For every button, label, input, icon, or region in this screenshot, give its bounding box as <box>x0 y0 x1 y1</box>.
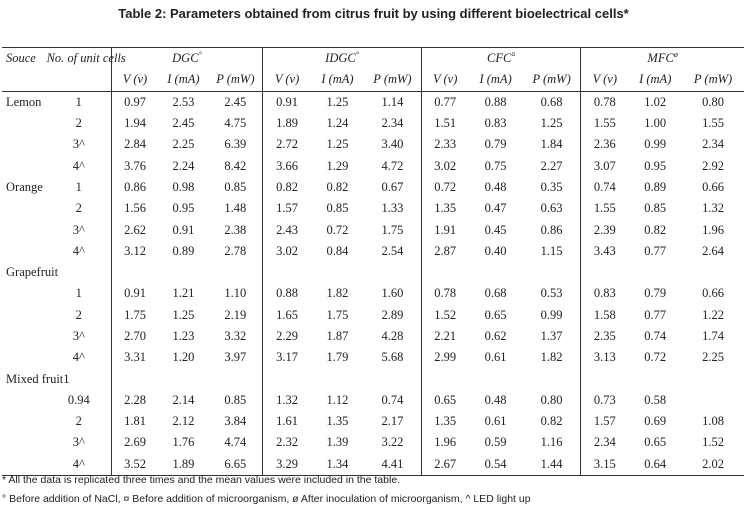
cell-value: 2.34 <box>581 432 629 453</box>
cell-value: 3.15 <box>581 454 629 476</box>
table-row <box>2 241 744 262</box>
cell-unit-cells: 4^ <box>72 243 85 258</box>
cell-unit-cells: 1 <box>75 179 82 194</box>
cell-value: 8.42 <box>224 158 247 173</box>
cell-value: 2.84 <box>111 134 158 155</box>
cell-value: 1.35 <box>422 411 469 432</box>
cell-value: 0.66 <box>702 179 724 194</box>
cell-value <box>262 262 311 283</box>
cell-value: 2.78 <box>224 243 247 258</box>
cell-value: 3.84 <box>224 414 247 429</box>
cell-source <box>2 134 47 155</box>
cell-value: 0.48 <box>484 179 507 194</box>
cell-value: 2.38 <box>224 222 247 237</box>
cell-source <box>2 241 47 262</box>
cell-unit-cells: 3^ <box>72 222 85 237</box>
cell-value: 3.52 <box>111 454 158 476</box>
cell-value: 3.02 <box>262 241 311 262</box>
cell-value: 3.02 <box>422 155 469 176</box>
cell-source <box>2 411 47 432</box>
cell-source: Grapefruit <box>6 265 59 280</box>
cell-value: 0.84 <box>326 243 349 258</box>
cell-value <box>311 368 364 389</box>
cell-value: 3.66 <box>262 155 311 176</box>
cell-value: 2.29 <box>262 326 311 347</box>
cell-value: 2.14 <box>172 392 195 407</box>
cell-value: 1.56 <box>111 198 158 219</box>
cell-value: 0.77 <box>644 243 667 258</box>
table-row <box>2 432 744 453</box>
cell-value: 0.86 <box>111 177 158 198</box>
cell-value: 0.79 <box>644 286 667 301</box>
cell-value: 1.10 <box>224 286 247 301</box>
cell-value: 1.81 <box>111 411 158 432</box>
cell-value: 0.40 <box>484 243 507 258</box>
cell-value: 2.69 <box>111 432 158 453</box>
cell-value: 1.84 <box>540 137 563 152</box>
subheader-p: P (mW) <box>523 69 581 91</box>
cell-value <box>422 368 469 389</box>
cell-value: 2.33 <box>422 134 469 155</box>
cell-value: 1.32 <box>702 201 724 216</box>
cell-value: 1.96 <box>422 432 469 453</box>
cell-value: 0.75 <box>484 158 507 173</box>
table-row <box>2 262 744 283</box>
cell-source <box>2 155 47 176</box>
cell-value: 1.75 <box>381 222 404 237</box>
cell-value <box>523 262 581 283</box>
cell-value: 0.82 <box>540 414 563 429</box>
cell-value <box>111 368 158 389</box>
cell-value: 1.37 <box>540 329 563 343</box>
cell-value: 2.89 <box>381 307 404 322</box>
cell-source: Mixed fruit1 <box>6 371 70 386</box>
cell-value: 1.33 <box>381 201 404 216</box>
cell-value: 3.32 <box>224 329 247 343</box>
cell-value: 2.24 <box>172 158 195 173</box>
cell-value: 1.58 <box>581 305 629 326</box>
cell-value <box>209 368 263 389</box>
cell-value <box>523 368 581 389</box>
cell-value <box>422 262 469 283</box>
cell-value: 0.85 <box>644 201 667 216</box>
cell-value: 0.91 <box>111 283 158 304</box>
cell-source <box>2 347 47 368</box>
cell-value: 0.91 <box>262 91 311 113</box>
cell-value: 3.12 <box>111 241 158 262</box>
cell-value: 0.95 <box>172 201 195 216</box>
cell-value: 2.34 <box>702 137 724 152</box>
cell-value: 0.95 <box>644 158 667 173</box>
cell-value: 6.39 <box>224 137 247 152</box>
cell-value: 0.62 <box>484 329 507 343</box>
cell-value: 2.45 <box>224 94 247 109</box>
table-row <box>2 91 744 113</box>
cell-value: 4.41 <box>364 454 422 476</box>
cell-value: 1.44 <box>523 454 581 476</box>
cell-value: 2.45 <box>172 116 195 131</box>
cell-value: 1.12 <box>326 392 349 407</box>
cell-value: 1.08 <box>702 414 724 429</box>
cell-value: 2.67 <box>422 454 469 476</box>
cell-value: 0.83 <box>581 283 629 304</box>
cell-value: 2.54 <box>381 243 404 258</box>
subheader-v: V (v) <box>262 69 311 91</box>
cell-value: 2.92 <box>702 158 724 173</box>
table-row <box>2 283 744 304</box>
cell-value: 0.65 <box>644 435 667 450</box>
cell-value <box>628 262 682 283</box>
cell-value: 0.80 <box>540 392 563 407</box>
cell-source <box>2 113 47 134</box>
cell-value <box>682 262 744 283</box>
cell-unit-cells: 0.94 <box>67 392 90 407</box>
cell-unit-cells: 1 <box>75 286 82 301</box>
cell-value: 0.64 <box>628 454 682 476</box>
cell-value: 0.69 <box>644 414 667 429</box>
subheader-p: P (mW) <box>682 69 744 91</box>
cell-unit-cells: 2 <box>75 414 82 429</box>
header-unit-cells: No. of unit cells <box>47 48 112 70</box>
cell-value: 3.76 <box>111 155 158 176</box>
table-row <box>2 368 744 389</box>
cell-value <box>628 368 682 389</box>
cell-value: 1.74 <box>702 329 724 343</box>
subheader-i: I (mA) <box>158 69 209 91</box>
header-group-cfc: CFC¤ <box>422 48 581 70</box>
cell-value: 0.89 <box>172 243 195 258</box>
footnote-symbols: ° Before addition of NaCl, ¤ Before addition of microorganism, ø After inoculation of microorganism, ^ LED light up <box>2 493 531 505</box>
cell-unit-cells: 2 <box>75 116 82 131</box>
table-row <box>2 326 744 347</box>
cell-value: 0.72 <box>326 222 349 237</box>
cell-value: 1.25 <box>326 137 349 152</box>
cell-value: 1.91 <box>422 219 469 240</box>
cell-value: 1.29 <box>326 158 349 173</box>
cell-value: 0.82 <box>644 222 667 237</box>
cell-value: 1.61 <box>262 411 311 432</box>
cell-value: 1.25 <box>326 94 349 109</box>
cell-value: 2.34 <box>381 116 404 131</box>
cell-value: 0.91 <box>172 222 195 237</box>
cell-value: 3.29 <box>262 454 311 476</box>
cell-value: 2.43 <box>262 219 311 240</box>
cell-value: 2.28 <box>111 390 158 411</box>
cell-value: 1.65 <box>262 305 311 326</box>
cell-value: 1.35 <box>422 198 469 219</box>
cell-value: 0.88 <box>262 283 311 304</box>
cell-value <box>209 262 263 283</box>
cell-unit-cells: 3^ <box>72 435 85 450</box>
cell-value: 0.85 <box>224 392 247 407</box>
cell-value: 0.77 <box>644 307 667 322</box>
cell-value: 0.48 <box>484 392 507 407</box>
cell-source <box>2 305 47 326</box>
cell-value: 1.75 <box>326 307 349 322</box>
cell-value: 1.48 <box>224 201 247 216</box>
cell-value: 3.40 <box>381 137 404 152</box>
cell-source <box>2 219 47 240</box>
cell-value: 1.20 <box>172 350 195 365</box>
cell-value: 1.94 <box>111 113 158 134</box>
table-row <box>2 305 744 326</box>
cell-value: 4.72 <box>381 158 404 173</box>
cell-value: 3.07 <box>581 155 629 176</box>
cell-value: 0.83 <box>484 116 507 131</box>
table-row <box>2 219 744 240</box>
cell-value: 1.39 <box>326 435 349 450</box>
table-row <box>2 198 744 219</box>
cell-source <box>2 432 47 453</box>
cell-value: 1.14 <box>381 94 404 109</box>
cell-value: 1.25 <box>172 307 195 322</box>
cell-value: 0.63 <box>540 201 563 216</box>
parameters-table <box>2 47 744 476</box>
table-title: Table 2: Parameters obtained from citrus fruit by using different bioelectrical cells* <box>118 6 629 21</box>
cell-value: 1.55 <box>702 116 724 131</box>
cell-value: 0.78 <box>581 91 629 113</box>
cell-value: 4.74 <box>224 435 247 450</box>
cell-unit-cells: 3^ <box>72 137 85 152</box>
cell-value: 0.72 <box>644 350 667 365</box>
cell-value: 1.34 <box>311 454 364 476</box>
cell-value: 1.25 <box>540 116 563 131</box>
cell-value: 0.74 <box>644 329 667 343</box>
cell-value: 1.60 <box>381 286 404 301</box>
cell-value <box>682 368 744 389</box>
cell-value: 0.59 <box>484 435 507 450</box>
cell-value: 2.72 <box>262 134 311 155</box>
table-row <box>2 155 744 176</box>
cell-value: 1.87 <box>326 329 349 343</box>
cell-value: 0.85 <box>326 201 349 216</box>
cell-value <box>262 368 311 389</box>
cell-value: 0.79 <box>484 137 507 152</box>
cell-value: 0.74 <box>581 177 629 198</box>
cell-value: 2.70 <box>111 326 158 347</box>
cell-value: 2.35 <box>581 326 629 347</box>
subheader-v: V (v) <box>111 69 158 91</box>
cell-value: 1.76 <box>172 435 195 450</box>
cell-value: 1.15 <box>540 243 563 258</box>
cell-value: 5.68 <box>381 350 404 365</box>
cell-value: 0.85 <box>224 179 247 194</box>
subheader-i: I (mA) <box>468 69 523 91</box>
cell-unit-cells: 3^ <box>72 329 85 343</box>
cell-value: 2.87 <box>422 241 469 262</box>
cell-value: 0.45 <box>484 222 507 237</box>
cell-value: 1.96 <box>702 222 724 237</box>
cell-value <box>158 262 209 283</box>
cell-value: 0.61 <box>484 350 507 365</box>
cell-value: 0.82 <box>262 177 311 198</box>
cell-value: 1.82 <box>326 286 349 301</box>
cell-value: 2.21 <box>422 326 469 347</box>
cell-source <box>2 283 47 304</box>
cell-value: 1.52 <box>702 435 724 450</box>
cell-value <box>111 262 158 283</box>
cell-value: 6.65 <box>209 454 263 476</box>
cell-source <box>2 454 47 476</box>
cell-value: 0.65 <box>422 390 469 411</box>
cell-value: 1.55 <box>581 198 629 219</box>
table-row <box>2 347 744 368</box>
cell-value: 1.57 <box>581 411 629 432</box>
cell-value: 1.21 <box>172 286 195 301</box>
cell-value: 0.80 <box>702 94 724 109</box>
footnote-replicated: * All the data is replicated three times and the mean values were included in the table. <box>2 474 401 486</box>
cell-value: 3.13 <box>581 347 629 368</box>
table-row <box>2 390 744 411</box>
cell-unit-cells: 2 <box>75 201 82 216</box>
cell-value: 1.57 <box>262 198 311 219</box>
subheader-i: I (mA) <box>311 69 364 91</box>
cell-value: 1.32 <box>262 390 311 411</box>
cell-value <box>682 390 744 411</box>
table-row <box>2 454 744 476</box>
cell-value: 1.52 <box>422 305 469 326</box>
cell-value: 0.68 <box>540 94 563 109</box>
cell-value: 1.35 <box>326 414 349 429</box>
cell-value: 0.65 <box>484 307 507 322</box>
cell-value: 1.89 <box>158 454 209 476</box>
cell-value <box>364 368 422 389</box>
cell-value: 3.97 <box>224 350 247 365</box>
header-group-idgc: IDGC° <box>262 48 421 70</box>
cell-source <box>2 198 47 219</box>
cell-value: 2.25 <box>702 350 724 365</box>
header-group-mfc: $MFC^ø$ <box>581 48 744 70</box>
cell-value: 0.54 <box>468 454 523 476</box>
cell-unit-cells: 4^ <box>72 158 85 173</box>
cell-value: 1.82 <box>540 350 563 365</box>
cell-value: 3.31 <box>111 347 158 368</box>
cell-value: 3.43 <box>581 241 629 262</box>
cell-value: 0.98 <box>172 179 195 194</box>
cell-source <box>2 326 47 347</box>
cell-value: 0.73 <box>581 390 629 411</box>
table-row <box>2 177 744 198</box>
cell-value: 0.67 <box>381 179 404 194</box>
cell-value: 0.61 <box>484 414 507 429</box>
cell-value: 1.22 <box>702 307 724 322</box>
cell-value: 4.75 <box>224 116 247 131</box>
cell-unit-cells: 2 <box>75 307 82 322</box>
subheader-v: V (v) <box>581 69 629 91</box>
header-source: Souce <box>2 48 47 70</box>
cell-value: 0.99 <box>644 137 667 152</box>
subheader-v: V (v) <box>422 69 469 91</box>
cell-value: 2.53 <box>172 94 195 109</box>
cell-value: 1.24 <box>326 116 349 131</box>
cell-value <box>364 262 422 283</box>
cell-value: 2.27 <box>540 158 563 173</box>
cell-value: 2.39 <box>581 219 629 240</box>
cell-unit-cells: 1 <box>75 94 82 109</box>
cell-value: 0.77 <box>422 91 469 113</box>
cell-source <box>2 390 47 411</box>
cell-value: 0.66 <box>702 286 724 301</box>
cell-value: 1.51 <box>422 113 469 134</box>
cell-value: 2.02 <box>682 454 744 476</box>
cell-value: 1.79 <box>326 350 349 365</box>
cell-value: 2.99 <box>422 347 469 368</box>
cell-value: 1.75 <box>111 305 158 326</box>
cell-value: 1.02 <box>644 94 667 109</box>
cell-value: 0.78 <box>422 283 469 304</box>
cell-value: 2.62 <box>111 219 158 240</box>
cell-value <box>581 368 629 389</box>
cell-value: 2.32 <box>262 432 311 453</box>
cell-value: 0.58 <box>644 392 667 407</box>
cell-value: 0.97 <box>111 91 158 113</box>
cell-source: Lemon <box>6 94 42 109</box>
cell-value <box>311 262 364 283</box>
cell-value: 2.36 <box>581 134 629 155</box>
cell-value: 0.74 <box>381 392 404 407</box>
cell-value: 0.35 <box>540 179 563 194</box>
cell-value <box>468 368 523 389</box>
cell-value: 1.55 <box>581 113 629 134</box>
cell-unit-cells: 4^ <box>47 454 112 476</box>
cell-value: 4.28 <box>381 329 404 343</box>
cell-value: 0.72 <box>422 177 469 198</box>
cell-value: 0.86 <box>540 222 563 237</box>
cell-value: 1.23 <box>172 329 195 343</box>
cell-value: 0.89 <box>644 179 667 194</box>
cell-value: 1.16 <box>540 435 563 450</box>
subheader-i: I (mA) <box>628 69 682 91</box>
cell-value: 2.25 <box>172 137 195 152</box>
table-body <box>2 91 744 475</box>
cell-value: 0.68 <box>484 286 507 301</box>
cell-value: 0.47 <box>484 201 507 216</box>
cell-value: 0.88 <box>484 94 507 109</box>
cell-source: Orange <box>6 179 43 194</box>
header-group-dgc: DGC° <box>111 48 262 70</box>
cell-value <box>158 368 209 389</box>
cell-value: 2.12 <box>172 414 195 429</box>
subheader-p: P (mW) <box>364 69 422 91</box>
cell-value: 1.00 <box>644 116 667 131</box>
cell-value: 2.19 <box>224 307 247 322</box>
cell-value: 2.64 <box>702 243 724 258</box>
cell-unit-cells: 4^ <box>72 350 85 365</box>
cell-value: 0.53 <box>540 286 563 301</box>
cell-value: 3.22 <box>381 435 404 450</box>
cell-value: 0.82 <box>326 179 349 194</box>
table-row <box>2 113 744 134</box>
cell-value <box>581 262 629 283</box>
cell-value: 2.17 <box>381 414 404 429</box>
cell-value: 1.89 <box>262 113 311 134</box>
table-row <box>2 134 744 155</box>
cell-value: 3.17 <box>262 347 311 368</box>
table-row <box>2 411 744 432</box>
subheader-p: P (mW) <box>209 69 263 91</box>
cell-value <box>468 262 523 283</box>
cell-value: 0.99 <box>540 307 563 322</box>
